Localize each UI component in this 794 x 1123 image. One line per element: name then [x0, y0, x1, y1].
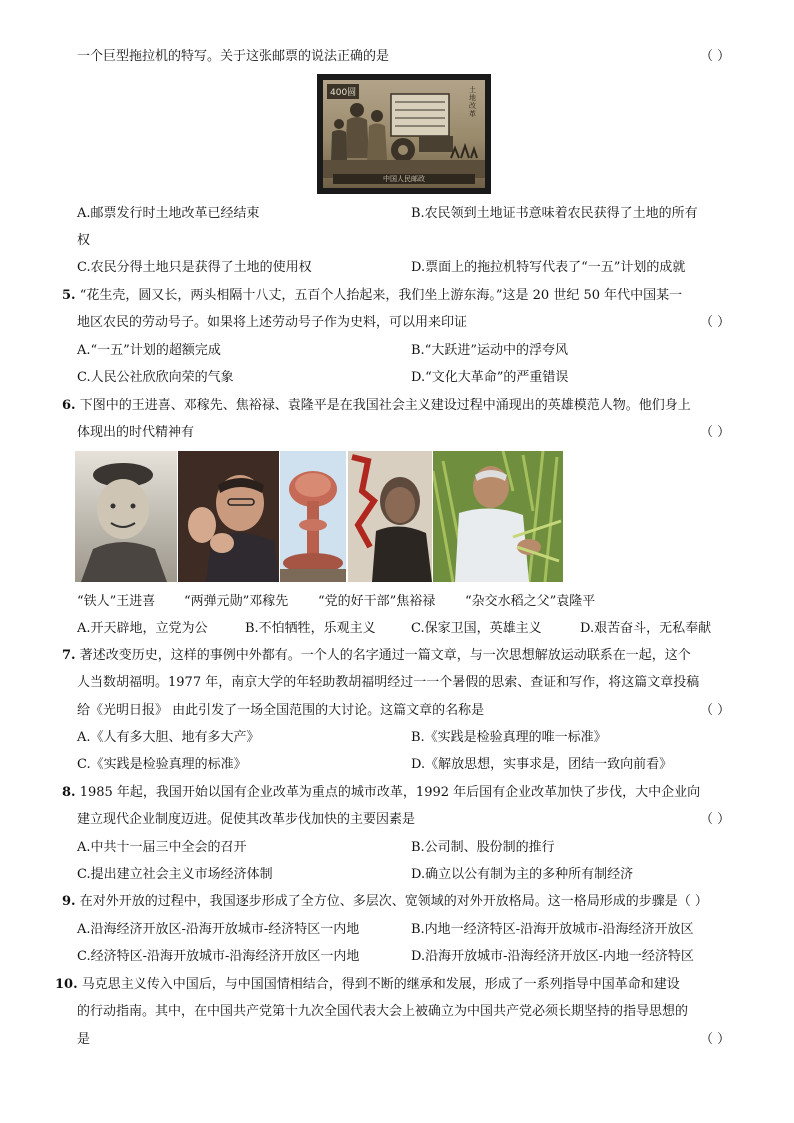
photo-yuan-longping	[433, 451, 563, 582]
q6-option-d[interactable]: D.艰苦奋斗，无私奉献	[580, 621, 712, 636]
photo-deng-jiaxian	[178, 451, 279, 582]
q9-number: 9.	[62, 894, 76, 909]
q10-stem-line-3: 是	[77, 1032, 91, 1047]
q5-option-b[interactable]: B.“大跃进”运动中的浮夸风	[411, 343, 568, 358]
photo-mushroom-cloud	[280, 451, 346, 582]
q7-answer-bracket: （ ）	[700, 703, 731, 718]
q4-option-b[interactable]: B.农民领到土地证书意味着农民获得了土地的所有	[411, 206, 698, 221]
q6-answer-bracket: （ ）	[700, 425, 731, 440]
q7-number: 7.	[62, 648, 76, 663]
q4-option-b-continued: 权	[77, 233, 91, 248]
q9-option-c[interactable]: C.经济特区-沿海开放城市-沿海经济开放区一内地	[77, 949, 360, 964]
q10-number: 10.	[55, 977, 78, 992]
q9-stem-line-1	[62, 893, 708, 911]
q10-stem-line-2: 的行动指南。其中，在中国共产党第十九次全国代表大会上被确立为中国共产党必须长期坚持的指导思想的	[77, 1004, 689, 1019]
photo-jiao-yulu	[348, 451, 432, 582]
photo-wang-jinxi	[75, 451, 177, 582]
q10-stem-1: 马克思主义传入中国后，与中国国情相结合，得到不断的继承和发展，形成了一系列指导中国革命和建设	[81, 977, 680, 992]
q8-option-a[interactable]: A.中共十一届三中全会的召开	[77, 840, 247, 855]
q8-answer-bracket: （ ）	[700, 812, 731, 827]
q5-stem-1: “花生壳，圆又长，两头相隔十八丈，五百个人抬起来，我们坐上游东海。”这是 20 世纪 50 年代中国某一	[79, 288, 683, 303]
q5-option-c[interactable]: C.人民公社欣欣向荣的气象	[77, 370, 234, 385]
q9-option-d[interactable]: D.沿海开放城市-沿海经济开放区-内地一经济特区	[411, 949, 694, 964]
q5-number: 5.	[62, 288, 76, 303]
q7-stem-1: 著述改变历史，这样的事例中外都有。一个人的名字通过一篇文章，与一次思想解放运动联系在一起，这个	[79, 648, 691, 663]
q4-option-a[interactable]: A.邮票发行时土地改革已经结束	[77, 206, 260, 221]
q8-option-c[interactable]: C.提出建立社会主义市场经济体制	[77, 867, 273, 882]
stamp-denomination: 400圆	[327, 84, 359, 99]
q8-stem-line-2: 建立现代企业制度迈进。促使其改革步伐加快的主要因素是	[77, 812, 416, 827]
q7-option-c[interactable]: C.《实践是检验真理的标准》	[77, 757, 247, 772]
q6-stem-1: 下图中的王进喜、邓稼先、焦裕禄、袁隆平是在我国社会主义建设过程中涌现出的英雄模范人物。他们身上	[79, 398, 691, 413]
q5-option-d[interactable]: D.“文化大革命”的严重错误	[411, 370, 569, 385]
q8-stem-line-1	[62, 784, 700, 802]
q6-option-b[interactable]: B.不怕牺牲，乐观主义	[245, 621, 376, 636]
q4-option-d[interactable]: D.票面上的拖拉机特写代表了“一五”计划的成就	[411, 260, 686, 275]
q9-option-a[interactable]: A.沿海经济开放区-沿海开放城市-经济特区一内地	[77, 922, 360, 937]
q7-stem-line-2: 人当数胡福明。1977 年，南京大学的年轻助教胡福明经过一一个暑假的思索、查证和写作，将这篇文章投稿	[77, 675, 700, 690]
q5-stem-line-1	[62, 287, 682, 305]
q6-stem-line-1	[62, 397, 691, 415]
caption-wang-jinxi: “铁人”王进喜	[77, 594, 156, 609]
q8-stem-1: 1985 年起，我国开始以国有企业改革为重点的城市改革，1992 年后国有企业改革加快了步伐，大中企业向	[79, 785, 701, 800]
q10-answer-bracket: （ ）	[700, 1032, 731, 1047]
q8-option-b[interactable]: B.公司制、股份制的推行	[411, 840, 555, 855]
q9-option-b[interactable]: B.内地一经济特区-沿海开放城市-沿海经济开放区	[411, 922, 694, 937]
q6-stem-line-2: 体现出的时代精神有	[77, 425, 195, 440]
q7-stem-line-3: 给《光明日报》 由此引发了一场全国范围的大讨论。这篇文章的名称是	[77, 703, 485, 718]
q6-number: 6.	[62, 398, 76, 413]
q6-option-a[interactable]: A.开天辟地，立党为公	[77, 621, 208, 636]
q8-number: 8.	[62, 785, 76, 800]
q5-option-a[interactable]: A.“一五”计划的超额完成	[77, 343, 221, 358]
hero-photo-strip	[75, 451, 563, 582]
q4-stem-tail: 一个巨型拖拉机的特写。关于这张邮票的说法正确的是	[77, 49, 390, 64]
q8-option-d[interactable]: D.确立以公有制为主的多种所有制经济	[411, 867, 634, 882]
q4-option-c[interactable]: C.农民分得土地只是获得了土地的使用权	[77, 260, 312, 275]
caption-deng-jiaxian: “两弹元勋”邓稼先	[184, 594, 289, 609]
q10-stem-line-1	[55, 976, 680, 994]
q5-answer-bracket: （ ）	[700, 315, 731, 330]
caption-jiao-yulu: “党的好干部”焦裕禄	[318, 594, 436, 609]
q6-option-c[interactable]: C.保家卫国，英雄主义	[411, 621, 542, 636]
q5-stem-line-2: 地区农民的劳动号子。如果将上述劳动号子作为史料，可以用来印证	[77, 315, 468, 330]
q7-option-a[interactable]: A.《人有多大胆、地有多大产》	[77, 730, 260, 745]
caption-yuan-longping: “杂交水稻之父”袁隆平	[465, 594, 596, 609]
q7-stem-line-1	[62, 647, 691, 665]
q7-option-b[interactable]: B.《实践是检验真理的唯一标准》	[411, 730, 607, 745]
stamp-side-text: 土地改革	[469, 86, 476, 118]
stamp-image	[317, 74, 491, 194]
q7-option-d[interactable]: D.《解放思想，实事求是，团结一致向前看》	[411, 757, 673, 772]
stamp-footer: 中国人民邮政	[333, 174, 475, 184]
q4-answer-bracket: （ ）	[700, 49, 731, 64]
q9-stem-1: 在对外开放的过程中，我国逐步形成了全方位、多层次、宽领域的对外开放格局。这一格局形成的步骤是（ ）	[79, 894, 708, 909]
